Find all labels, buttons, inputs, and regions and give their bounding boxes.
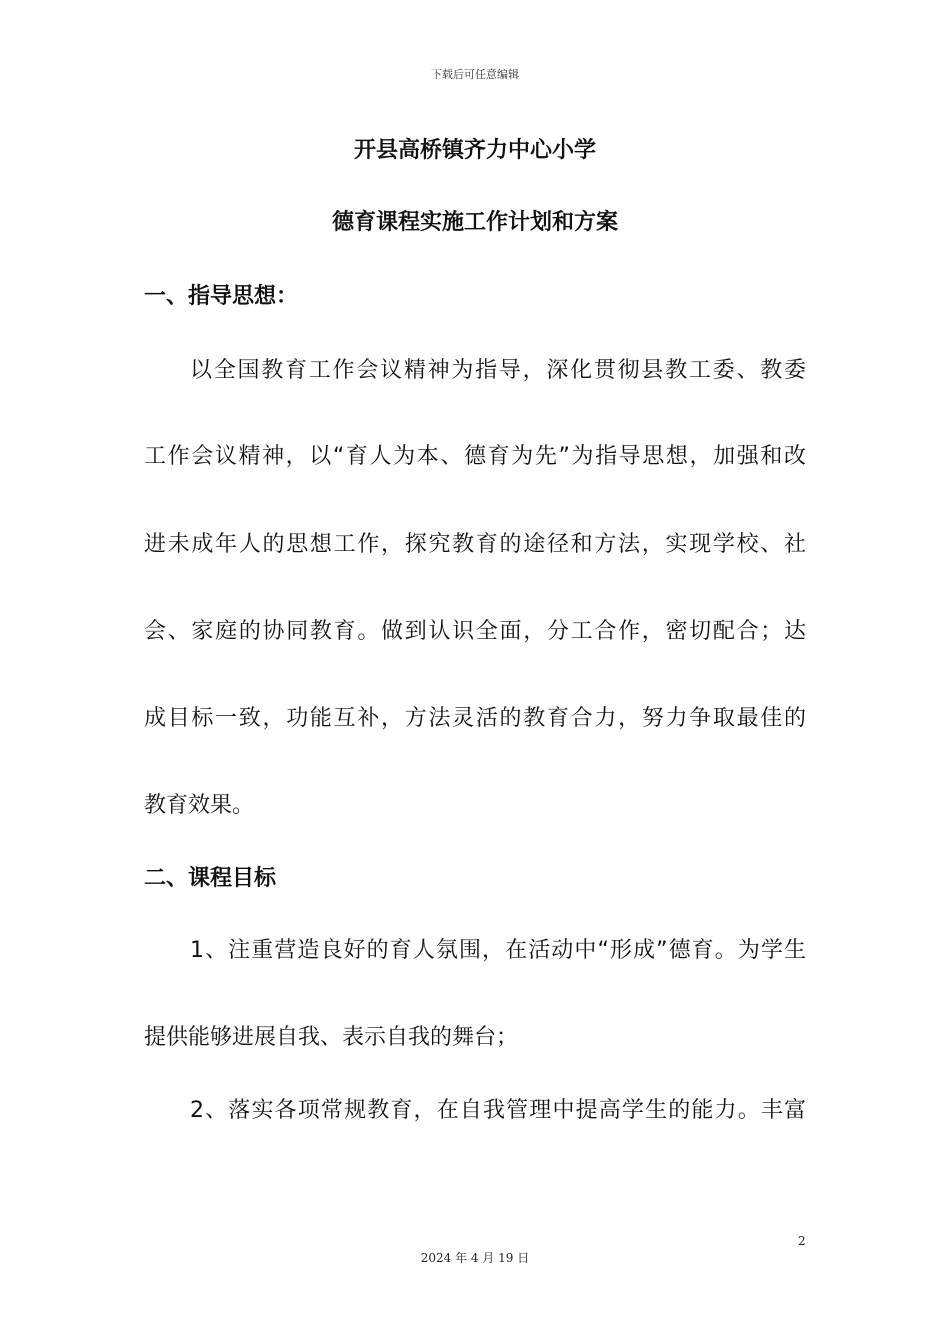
paragraph-line: 工作会议精神，以“育人为本、德育为先”为指导思想，加强和改 bbox=[144, 444, 806, 469]
header-note: 下载后可任意编辑 bbox=[431, 68, 519, 81]
document-title-plan: 德育课程实施工作计划和方案 bbox=[331, 210, 618, 235]
paragraph-line: 成目标一致，功能互补，方法灵活的教育合力，努力争取最佳的 bbox=[144, 706, 806, 731]
paragraph-line: 进未成年人的思想工作，探究教育的途径和方法，实现学校、社 bbox=[144, 532, 806, 557]
paragraph-line: 2、落实各项常规教育，在自我管理中提高学生的能力。丰富 bbox=[190, 1098, 806, 1123]
paragraph-line: 以全国教育工作会议精神为指导，深化贯彻县教工委、教委 bbox=[190, 358, 806, 383]
footer-date: 2024 年 4 月 19 日 bbox=[420, 1251, 530, 1265]
document-title-school: 开县高桥镇齐力中心小学 bbox=[353, 138, 596, 163]
paragraph-line: 教育效果。 bbox=[144, 793, 255, 818]
section-heading-course-goals: 二、课程目标 bbox=[144, 866, 277, 891]
paragraph-line: 会、家庭的协同教育。做到认识全面，分工合作，密切配合；达 bbox=[144, 619, 806, 644]
page-number: 2 bbox=[798, 1234, 806, 1248]
paragraph-line: 1、注重营造良好的育人氛围，在活动中“形成”德育。为学生 bbox=[190, 938, 806, 963]
paragraph-line: 提供能够进展自我、表示自我的舞台； bbox=[144, 1025, 519, 1050]
section-heading-guiding-ideology: 一、指导思想： bbox=[144, 284, 299, 309]
